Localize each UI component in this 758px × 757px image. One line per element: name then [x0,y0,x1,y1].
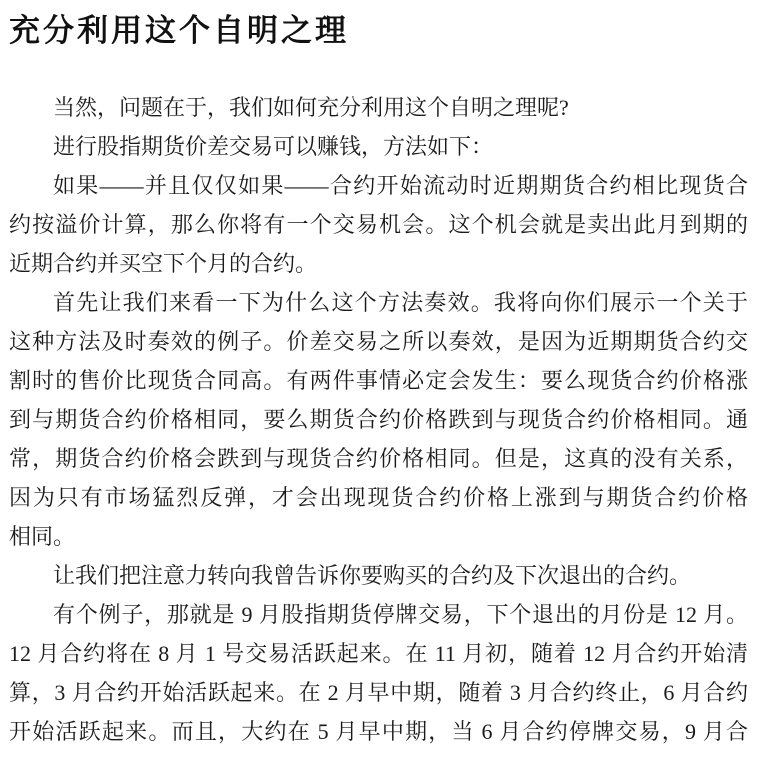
text-line: 首先让我们来看一下为什么这个方法奏效。我将向你们展示一个关于 [53,290,748,315]
text-line: 到与期货合约价格相同，要么期货合约价格跌到与现货合约价格相同。通 [9,407,748,432]
text-line: 让我们把注意力转向我曾告诉你要购买的合约及下次退出的合约。 [53,563,692,588]
text-line: 有个例子，那就是 9 月股指期货停牌交易，下个退出的月份是 12 月。 [53,602,748,627]
text-line: 因为只有市场猛烈反弹，才会出现现货合约价格上涨到与期货合约价格 [9,485,748,510]
text-line: 相同。 [9,524,76,549]
page-body [0,50,758,751]
text-line: 12 月合约将在 8 月 1 号交易活跃起来。在 11 月初，随着 12 月合约开始清 [9,641,748,666]
text-line: 算，3 月合约开始活跃起来。在 2 月早中期，随着 3 月合约终止，6 月合约 [9,680,748,705]
text-line: 近期合约并买空下个月的合约。 [9,251,318,276]
text-line: 进行股指期货价差交易可以赚钱，方法如下： [53,134,494,159]
text-line: 如果——并且仅仅如果——合约开始流动时近期期货合约相比现货合 [53,173,748,198]
text-line: 当然，问题在于，我们如何充分利用这个自明之理呢? [53,95,569,120]
text-line: 割时的售价比现货合同高。有两件事情必定会发生：要么现货合约价格涨 [9,368,748,393]
text-line: 这种方法及时奏效的例子。价差交易之所以奏效，是因为近期期货合约交 [9,329,748,354]
page-title: 充分利用这个自明之理 [9,13,349,49]
text-line: 约按溢价计算，那么你将有一个交易机会。这个机会就是卖出此月到期的 [9,212,748,237]
text-line: 常，期货合约价格会跌到与现货合约价格相同。但是，这真的没有关系， [9,446,748,471]
text-line: 开始活跃起来。而且，大约在 5 月早中期，当 6 月合约停牌交易，9 月合 [9,719,748,744]
